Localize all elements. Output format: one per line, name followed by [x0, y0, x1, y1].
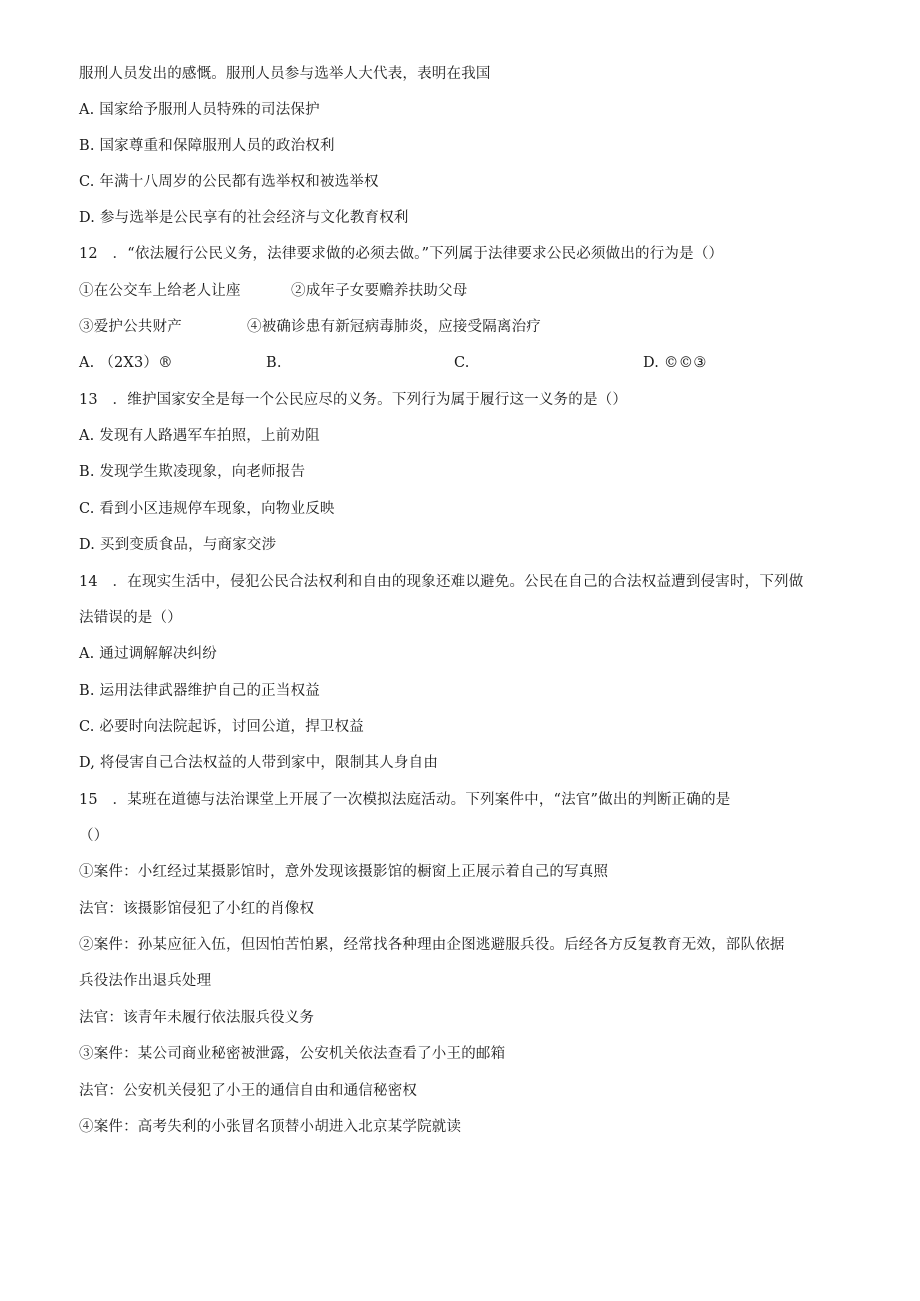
q12-items-row1 [79, 281, 839, 301]
q12-choices-row [79, 353, 839, 373]
q15-stem-line2: （） [79, 828, 109, 844]
q15-case-3: ③案件：某公司商业秘密被泄露，公安机关依法查看了小王的邮箱 [79, 1046, 506, 1062]
q12-choice-a: A. （2X3）® [79, 355, 173, 371]
q12-item-1: ①在公交车上给老人让座 [79, 283, 241, 299]
q15-judge-2: 法官：该青年未履行依法服兵役义务 [79, 1010, 315, 1026]
q13-option-a: A. 发现有人路遇军车拍照，上前劝阻 [79, 428, 320, 444]
q13-stem: 13 ．维护国家安全是每一个公民应尽的义务。下列行为属于履行这一义务的是（） [79, 392, 628, 408]
q11-option-c: C. 年满十八周岁的公民都有选举权和被选举权 [79, 174, 379, 190]
q12-item-2: ②成年子女要赡养扶助父母 [291, 283, 468, 299]
q15-stem-line1: 15 ．某班在道德与法治课堂上开展了一次模拟法庭活动。下列案件中，“法官”做出的判断正确的是 [79, 792, 731, 808]
q12-choice-d: D. ©©③ [643, 355, 707, 371]
q15-case-1: ①案件：小红经过某摄影馆时，意外发现该摄影馆的橱窗上正展示着自己的写真照 [79, 864, 609, 880]
q11-option-b: B. 国家尊重和保障服刑人员的政治权利 [79, 138, 335, 154]
q12-item-4: ④被确诊患有新冠病毒肺炎，应接受隔离治疗 [247, 319, 541, 335]
q15-judge-1: 法官：该摄影馆侵犯了小红的肖像权 [79, 901, 315, 917]
q12-choice-b: B. [266, 355, 282, 371]
q14-option-c: C. 必要时向法院起诉，讨回公道，捍卫权益 [79, 719, 364, 735]
q13-option-c: C. 看到小区违规停车现象，向物业反映 [79, 501, 335, 517]
q14-option-a: A. 通过调解解决纠纷 [79, 646, 217, 662]
q12-item-3: ③爱护公共财产 [79, 319, 182, 335]
q15-case-4: ④案件：高考失利的小张冒名顶替小胡进入北京某学院就读 [79, 1119, 462, 1135]
q11-option-a: A. 国家给予服刑人员特殊的司法保护 [79, 102, 320, 118]
q12-stem: 12 ．“依法履行公民义务，法律要求做的必须去做。”下列属于法律要求公民必须做出的行为是（） [79, 246, 724, 262]
q15-case-2-line1: ②案件：孙某应征入伍，但因怕苦怕累，经常找各种理由企图逃避服兵役。后经各方反复教育无效，部队依据 [79, 937, 785, 953]
q12-items-row2 [79, 317, 839, 337]
q14-stem-line2: 法错误的是（） [79, 610, 182, 626]
q12-choice-c: C. [454, 355, 470, 371]
q14-option-d: D, 将侵害自己合法权益的人带到家中，限制其人身自由 [79, 755, 439, 771]
q15-case-2-line2: 兵役法作出退兵处理 [79, 973, 212, 989]
q11-option-d: D. 参与选举是公民享有的社会经济与文化教育权利 [79, 210, 409, 226]
q13-option-d: D. 买到变质食品，与商家交涉 [79, 537, 277, 553]
q14-option-b: B. 运用法律武器维护自己的正当权益 [79, 683, 320, 699]
q14-stem-line1: 14 ．在现实生活中，侵犯公民合法权利和自由的现象还难以避免。公民在自己的合法权益遭到侵害时，下列做 [79, 574, 804, 590]
q15-judge-3: 法官：公安机关侵犯了小王的通信自由和通信秘密权 [79, 1083, 418, 1099]
q13-option-b: B. 发现学生欺凌现象，向老师报告 [79, 464, 306, 480]
q11-stem-tail: 服刑人员发出的感慨。服刑人员参与选举人大代表，表明在我国 [79, 66, 491, 82]
